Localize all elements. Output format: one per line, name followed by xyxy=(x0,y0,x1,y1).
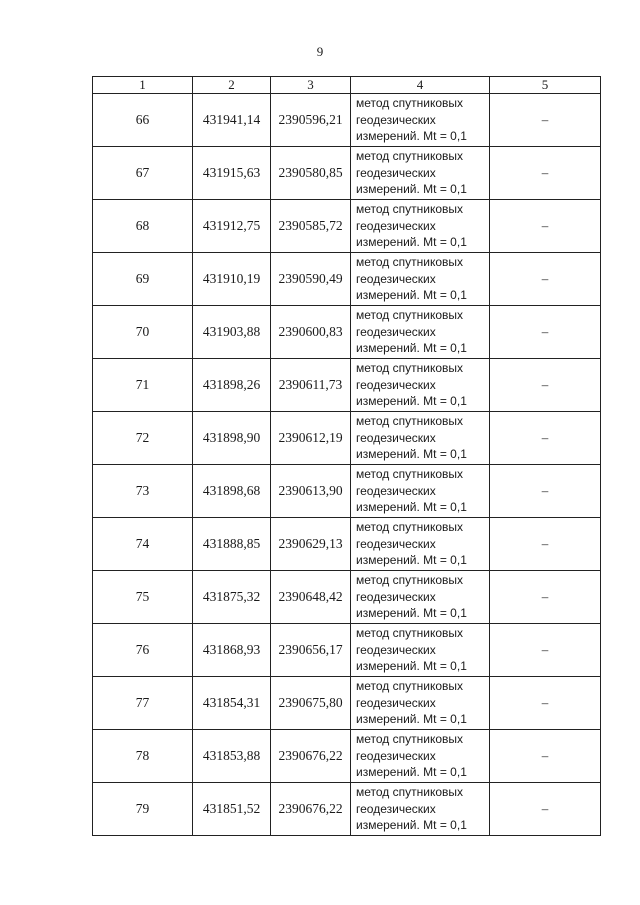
point-number-cell: 79 xyxy=(93,783,193,836)
x-coordinate-cell: 431941,14 xyxy=(193,94,271,147)
table-row xyxy=(93,253,601,306)
note-cell: – xyxy=(490,147,601,200)
method-line: геодезических xyxy=(356,695,436,710)
method-line: измерений. Mt = 0,1 xyxy=(356,500,467,515)
y-coordinate-cell: 2390656,17 xyxy=(271,624,351,677)
point-number-cell: 72 xyxy=(93,412,193,465)
x-coordinate-cell: 431912,75 xyxy=(193,200,271,253)
note-cell: – xyxy=(490,518,601,571)
method-line: геодезических xyxy=(356,748,436,763)
method-line: геодезических xyxy=(356,801,436,816)
point-number-cell: 78 xyxy=(93,730,193,783)
method-cell xyxy=(351,94,490,147)
x-coordinate-cell: 431898,26 xyxy=(193,359,271,412)
method-cell xyxy=(351,518,490,571)
method-cell xyxy=(351,359,490,412)
table-row xyxy=(93,412,601,465)
y-coordinate-cell: 2390611,73 xyxy=(271,359,351,412)
note-cell: – xyxy=(490,571,601,624)
y-coordinate-cell: 2390648,42 xyxy=(271,571,351,624)
method-cell xyxy=(351,783,490,836)
method-line: геодезических xyxy=(356,430,436,445)
y-coordinate-cell: 2390612,19 xyxy=(271,412,351,465)
method-line: геодезических xyxy=(356,589,436,604)
x-coordinate-cell: 431854,31 xyxy=(193,677,271,730)
method-line: измерений. Mt = 0,1 xyxy=(356,447,467,462)
method-line: геодезических xyxy=(356,271,436,286)
method-line: измерений. Mt = 0,1 xyxy=(356,129,467,144)
method-line: измерений. Mt = 0,1 xyxy=(356,606,467,621)
note-cell: – xyxy=(490,412,601,465)
y-coordinate-cell: 2390585,72 xyxy=(271,200,351,253)
method-line: измерений. Mt = 0,1 xyxy=(356,341,467,356)
x-coordinate-cell: 431851,52 xyxy=(193,783,271,836)
table-row xyxy=(93,359,601,412)
method-line: метод спутниковых xyxy=(356,414,464,429)
note-cell: – xyxy=(490,730,601,783)
method-line: геодезических xyxy=(356,642,436,657)
note-cell: – xyxy=(490,253,601,306)
y-coordinate-cell: 2390676,22 xyxy=(271,783,351,836)
y-coordinate-cell: 2390676,22 xyxy=(271,730,351,783)
note-cell: – xyxy=(490,465,601,518)
x-coordinate-cell: 431898,68 xyxy=(193,465,271,518)
y-coordinate-cell: 2390580,85 xyxy=(271,147,351,200)
table-row xyxy=(93,624,601,677)
method-line: измерений. Mt = 0,1 xyxy=(356,712,467,727)
method-cell xyxy=(351,677,490,730)
point-number-cell: 66 xyxy=(93,94,193,147)
y-coordinate-cell: 2390590,49 xyxy=(271,253,351,306)
method-line: метод спутниковых xyxy=(356,732,464,747)
x-coordinate-cell: 431915,63 xyxy=(193,147,271,200)
method-line: метод спутниковых xyxy=(356,679,464,694)
method-cell xyxy=(351,147,490,200)
y-coordinate-cell: 2390675,80 xyxy=(271,677,351,730)
y-coordinate-cell: 2390596,21 xyxy=(271,94,351,147)
header-cell-1: 1 xyxy=(93,77,193,94)
y-coordinate-cell: 2390613,90 xyxy=(271,465,351,518)
method-line: измерений. Mt = 0,1 xyxy=(356,818,467,833)
method-line: измерений. Mt = 0,1 xyxy=(356,288,467,303)
point-number-cell: 76 xyxy=(93,624,193,677)
header-cell-4: 4 xyxy=(351,77,490,94)
method-line: метод спутниковых xyxy=(356,785,464,800)
x-coordinate-cell: 431898,90 xyxy=(193,412,271,465)
method-cell xyxy=(351,306,490,359)
point-number-cell: 77 xyxy=(93,677,193,730)
table-row xyxy=(93,94,601,147)
x-coordinate-cell: 431853,88 xyxy=(193,730,271,783)
x-coordinate-cell: 431868,93 xyxy=(193,624,271,677)
method-cell xyxy=(351,571,490,624)
method-line: метод спутниковых xyxy=(356,361,464,376)
point-number-cell: 69 xyxy=(93,253,193,306)
table-row xyxy=(93,147,601,200)
header-cell-3: 3 xyxy=(271,77,351,94)
method-line: метод спутниковых xyxy=(356,626,464,641)
header-row xyxy=(93,77,601,94)
point-number-cell: 67 xyxy=(93,147,193,200)
note-cell: – xyxy=(490,783,601,836)
method-line: метод спутниковых xyxy=(356,467,464,482)
method-line: метод спутниковых xyxy=(356,573,464,588)
point-number-cell: 71 xyxy=(93,359,193,412)
y-coordinate-cell: 2390629,13 xyxy=(271,518,351,571)
table-row xyxy=(93,730,601,783)
point-number-cell: 75 xyxy=(93,571,193,624)
method-line: метод спутниковых xyxy=(356,202,464,217)
note-cell: – xyxy=(490,677,601,730)
point-number-cell: 68 xyxy=(93,200,193,253)
method-line: геодезических xyxy=(356,377,436,392)
header-cell-5: 5 xyxy=(490,77,601,94)
method-line: геодезических xyxy=(356,324,436,339)
table-row xyxy=(93,306,601,359)
note-cell: – xyxy=(490,94,601,147)
x-coordinate-cell: 431875,32 xyxy=(193,571,271,624)
method-line: измерений. Mt = 0,1 xyxy=(356,394,467,409)
table-row xyxy=(93,465,601,518)
method-line: геодезических xyxy=(356,483,436,498)
x-coordinate-cell: 431903,88 xyxy=(193,306,271,359)
note-cell: – xyxy=(490,306,601,359)
method-cell xyxy=(351,465,490,518)
table-body xyxy=(93,94,601,836)
note-cell: – xyxy=(490,200,601,253)
table-row xyxy=(93,783,601,836)
note-cell: – xyxy=(490,359,601,412)
point-number-cell: 73 xyxy=(93,465,193,518)
method-line: геодезических xyxy=(356,165,436,180)
method-line: метод спутниковых xyxy=(356,255,464,270)
x-coordinate-cell: 431910,19 xyxy=(193,253,271,306)
method-line: метод спутниковых xyxy=(356,308,464,323)
method-line: геодезических xyxy=(356,218,436,233)
method-cell xyxy=(351,624,490,677)
method-cell xyxy=(351,412,490,465)
y-coordinate-cell: 2390600,83 xyxy=(271,306,351,359)
table-row xyxy=(93,677,601,730)
method-line: метод спутниковых xyxy=(356,520,464,535)
method-line: геодезических xyxy=(356,112,436,127)
method-cell xyxy=(351,730,490,783)
table-row xyxy=(93,518,601,571)
method-line: измерений. Mt = 0,1 xyxy=(356,235,467,250)
method-line: измерений. Mt = 0,1 xyxy=(356,765,467,780)
point-number-cell: 74 xyxy=(93,518,193,571)
table-row xyxy=(93,200,601,253)
point-number-cell: 70 xyxy=(93,306,193,359)
method-cell xyxy=(351,200,490,253)
x-coordinate-cell: 431888,85 xyxy=(193,518,271,571)
header-cell-2: 2 xyxy=(193,77,271,94)
method-line: измерений. Mt = 0,1 xyxy=(356,182,467,197)
table-row xyxy=(93,571,601,624)
method-line: метод спутниковых xyxy=(356,149,464,164)
method-line: геодезических xyxy=(356,536,436,551)
method-line: измерений. Mt = 0,1 xyxy=(356,659,467,674)
method-line: измерений. Mt = 0,1 xyxy=(356,553,467,568)
note-cell: – xyxy=(490,624,601,677)
method-line: метод спутниковых xyxy=(356,96,464,111)
coordinates-table xyxy=(92,76,601,836)
page-number: 9 xyxy=(316,44,324,59)
method-cell xyxy=(351,253,490,306)
